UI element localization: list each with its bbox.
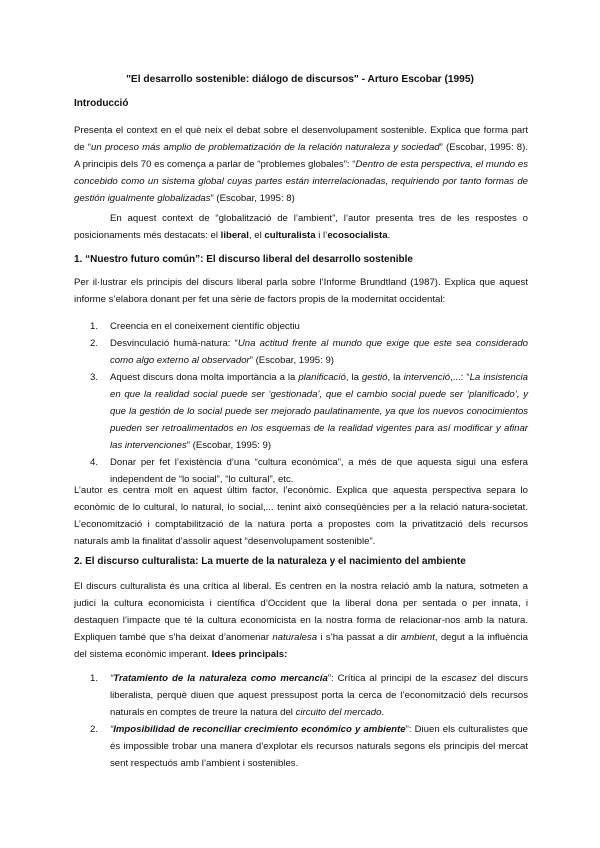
section2-list xyxy=(74,670,528,772)
list-item: 4. Donar per fet l’existència d’una “cultura econòmica”, a més de que aquesta sigui una esfera independent de “lo social”, “lo cultural”, etc. xyxy=(90,457,528,485)
intro-heading: Introducció xyxy=(74,98,129,109)
list-item: 1. “Tratamiento de la naturaleza como mercancía”: Crítica al principi de la escasez del discurs liberalista, perquè diuen que aquest pressupost porta la cerca de l’economització dels recursos naturals en comptes de treure la natura del circuito del mercado. xyxy=(90,673,528,718)
section1-paragraph-2: L’autor es centra molt en aquest últim factor, l’econòmic. Explica que aquesta perspectiva separa lo econòmic de lo cultural, lo natural, lo social,... tenint això conseqüències per a la relació natura-societat. L’economització i comptabilització de la natura porta a propostes com la privatització dels recursos naturals amb la finalitat d’assolir aquest “desenvolupament sostenible”. xyxy=(74,485,528,547)
section2-heading: 2. El discurso culturalista: La muerte de la naturaleza y el nacimiento del ambiente xyxy=(74,556,466,567)
section1-heading: 1. “Nuestro futuro común”: El discurso liberal del desarrollo sostenible xyxy=(74,254,413,265)
list-item: 1. Creencia en el coneixement científic objectiu xyxy=(90,321,300,332)
list-item: 2. Desvinculació humà-natura: “Una actitud frente al mundo que exige que este sea considerado como algo externo al observador” (Escobar, 1995: 9) xyxy=(90,338,528,366)
section1-paragraph-1: Per il·lustrar els principis del discurs liberal parla sobre l’Informe Brundtland (1987). Explica que aquest informe s’elabora donant per fet una sèrie de factors propis de la modernitat occidental: xyxy=(74,277,528,305)
intro-paragraph-1: Presenta el context en el què neix el debat sobre el desenvolupament sostenible. Explica que forma part de “un proceso más amplio de problematización de la relación naturaleza y sociedad” (Escobar, 1995: 8). A principis dels 70 es comença a parlar de “problemes globales”: “Dentro de esta perspectiva, el mundo es concebido como un sistema global cuyas partes están interrelacionadas, requiriendo por tanto formas de gestión igualmente globalizadas” (Escobar, 1995: 8) xyxy=(74,125,528,204)
list-item: 2. “Imposibilidad de reconciliar crecimiento económico y ambiente”: Diuen els culturalistes que és impossible trobar una manera d’explotar els recursos naturals segons els principis del mercat sent respectuós amb l’ambient i sostenibles. xyxy=(90,724,529,769)
document-title: "El desarrollo sostenible: diálogo de discursos" - Arturo Escobar (1995) xyxy=(126,74,474,85)
list-item: 3. Aquest discurs dona molta importància a la planificació, la gestió, la intervenció,...: “La insistencia en que la realidad social puede ser ‘gestionada’, que el cambio social puede ser ‘planificado’, y que la gestión de lo social puede ser mejorado paulatinamente, ya que los nuevos conocimientos pueden ser retroalimentados en los esquemas de la realidad vigentes para así modificar y afinar las intervenciones” (Escobar, 1995: 9) xyxy=(90,372,529,451)
intro-paragraph-2: En aquest context de “globalització de l’ambient”, l’autor presenta tres de les respostes o posicionaments més destacats: el liberal, el culturalista i l’ecosocialista. xyxy=(74,213,528,241)
section2-paragraph-1: El discurs culturalista és una crítica al liberal. Es centren en la nostra relació amb la natura, sotmeten a judici la cultura economicista i científica d’Occident que la liberal dona per sentada o per innata, i destaquen l’impacte que té la cultura economicista en la nostra forma de relacionar-nos amb la natura. Expliquen també que s’ha deixat d’anomenar naturalesa i s’ha passat a dir ambient, degut a la influència del sistema econòmic imperant. Idees principals: xyxy=(74,581,528,660)
section1-list xyxy=(74,318,528,488)
